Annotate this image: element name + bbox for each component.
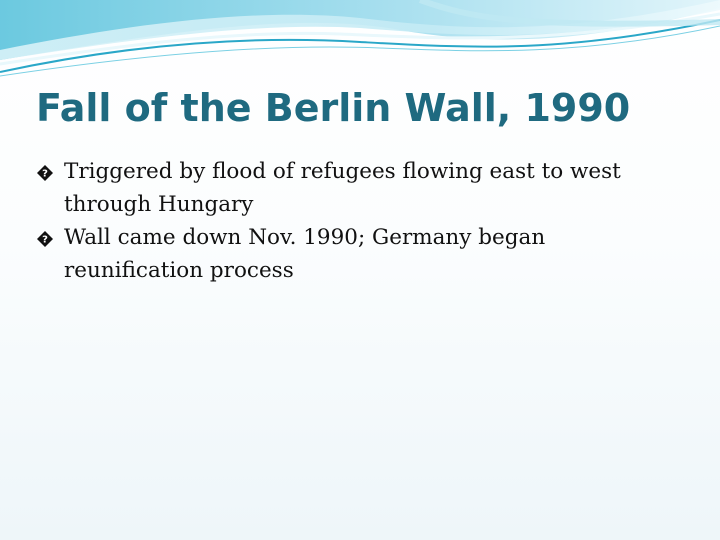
bullet-text: Wall came down Nov. 1990; Germany began reunification process xyxy=(64,225,546,283)
replacement-char-bullet-icon xyxy=(36,164,54,182)
bullet-text: Triggered by flood of refugees flowing east to west through Hungary xyxy=(64,159,621,217)
header-wave-decoration xyxy=(0,0,720,90)
slide-title: Fall of the Berlin Wall, 1990 xyxy=(36,86,631,130)
bullet-item xyxy=(36,155,676,221)
bullet-list xyxy=(36,155,676,287)
bullet-item xyxy=(36,221,676,287)
replacement-char-bullet-icon xyxy=(36,230,54,248)
svg-text:?: ? xyxy=(42,234,48,246)
svg-text:?: ? xyxy=(42,168,48,180)
